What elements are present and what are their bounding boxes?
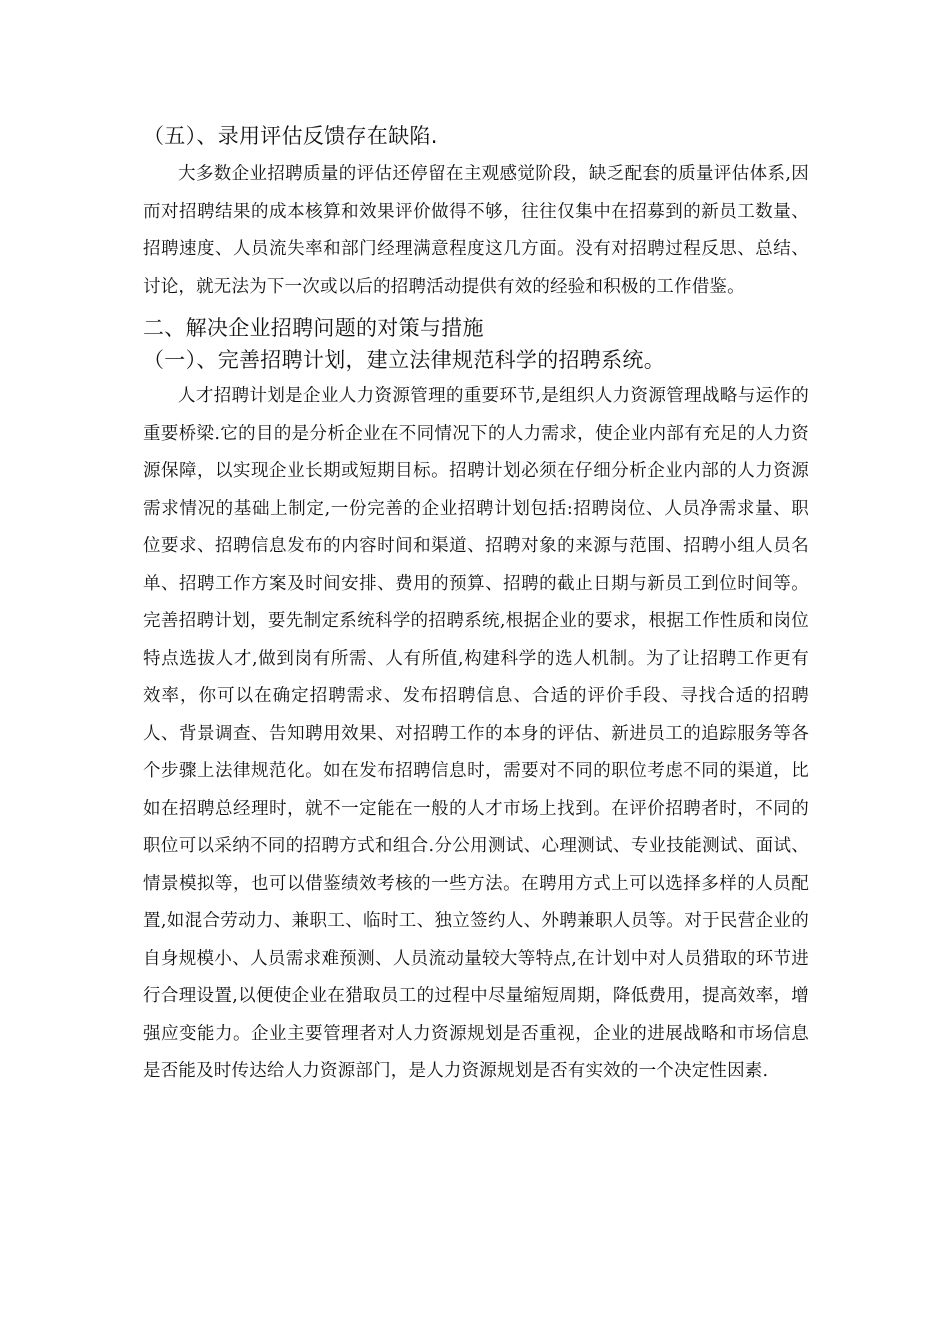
section-5-paragraph: 大多数企业招聘质量的评估还停留在主观感觉阶段，缺乏配套的质量评估体系,因而对招聘结果的成本核算和效果评价做得不够，往往仅集中在招募到的新员工数量、招聘速度、人员流失率和部门经理满意程度这几方面。没有对招聘过程反思、总结、讨论，就无法为下一次或以后的招聘活动提供有效的经验和积极的工作借鉴。: [143, 164, 809, 297]
part-2-subsection-1-paragraph: 人才招聘计划是企业人力资源管理的重要环节,是组织人力资源管理战略与运作的重要桥梁.它的目的是分析企业在不同情况下的人力需求，使企业内部有充足的人力资源保障，以实现企业长期或短期目标。招聘计划必须在仔细分析企业内部的人力资源需求情况的基础上制定,一份完善的企业招聘计划包括:招聘岗位、人员净需求量、职位要求、招聘信息发布的内容时间和渠道、招聘对象的来源与范围、招聘小组人员名单、招聘工作方案及时间安排、费用的预算、招聘的截止日期与新员工到位时间等。完善招聘计划，要先制定系统科学的招聘系统,根据企业的要求，根据工作性质和岗位特点选拔人才,做到岗有所需、人有所值,构建科学的选人机制。为了让招聘工作更有效率，你可以在确定招聘需求、发布招聘信息、合适的评价手段、寻找合适的招聘人、背景调查、告知聘用效果、对招聘工作的本身的评估、新进员工的追踪服务等各个步骤上法律规范化。如在发布招聘信息时，需要对不同的职位考虑不同的渠道，比如在招聘总经理时，就不一定能在一般的人才市场上找到。在评价招聘者时，不同的职位可以采纳不同的招聘方式和组合.分公用测试、心理测试、专业技能测试、面试、情景模拟等，也可以借鉴绩效考核的一些方法。在聘用方式上可以选择多样的人员配置,如混合劳动力、兼职工、临时工、独立签约人、外聘兼职人员等。对于民营企业的自身规模小、人员需求难预测、人员流动量较大等特点,在计划中对人员猎取的环节进行合理设置,以便使企业在猎取员工的过程中尽量缩短周期，降低费用，提高效率，增强应变能力。企业主要管理者对人力资源规划是否重视，企业的进展战略和市场信息是否能及时传达给人力资源部门，是人力资源规划是否有实效的一个决定性因素.: [143, 386, 809, 1081]
part-2-subsection-1-heading: （一）、完善招聘计划，建立法律规范科学的招聘系统。: [143, 348, 665, 372]
document-page: [143, 118, 809, 1091]
part-2-heading: 二、解决企业招聘问题的对策与措施: [143, 316, 484, 340]
section-5-heading: （五）、录用评估反馈存在缺陷.: [143, 124, 438, 148]
